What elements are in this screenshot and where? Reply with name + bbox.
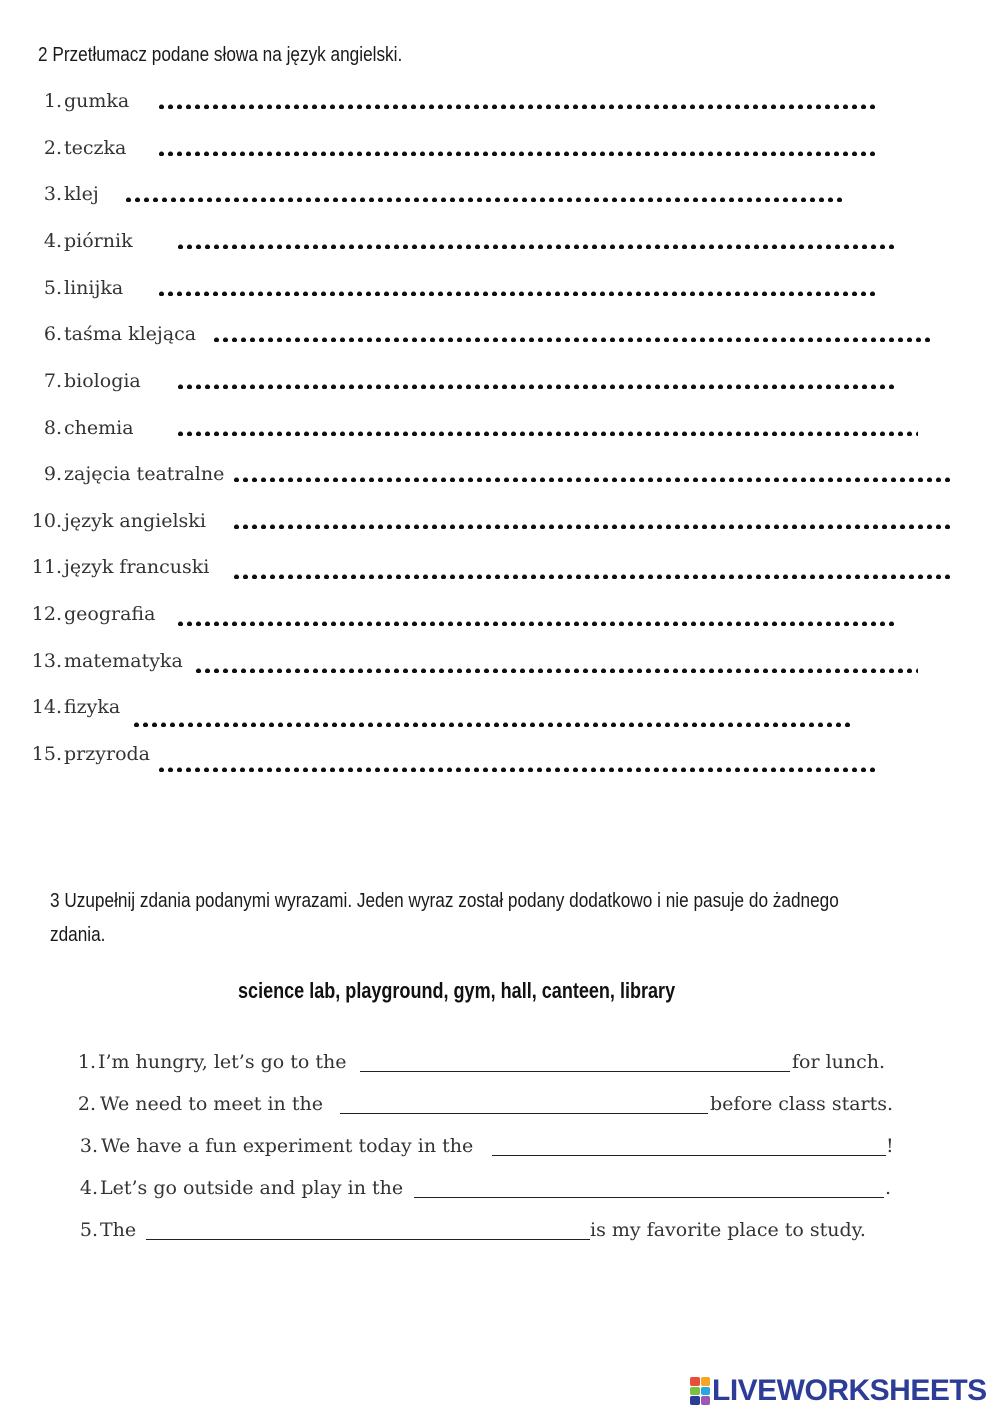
logo-text: LIVEWORKSHEETS [712,1374,987,1407]
word-bank: science lab, playground, gym, hall, canteen, library [238,978,676,1003]
item-word: piórnik [64,230,133,252]
answer-blank[interactable] [360,1051,790,1072]
sentence-number: 5. [79,1219,98,1241]
sentence-item [0,1219,999,1249]
item-word: biologia [64,370,141,392]
item-word: język angielski [64,510,206,532]
item-number: 15. [31,743,62,765]
item-number: 14. [31,696,62,718]
answer-blank[interactable] [146,1219,590,1240]
item-number: 2. [43,137,62,159]
sentence-number: 4. [79,1177,98,1199]
answer-field[interactable] [157,767,879,772]
sentence-item [0,1051,999,1081]
item-number: 7. [43,370,62,392]
item-word: chemia [64,417,134,439]
sentence-start: We have a fun experiment today in the [101,1135,474,1157]
sentence-item [0,1135,999,1165]
answer-field[interactable] [232,477,954,482]
sentence-start: The [100,1219,137,1241]
item-word: gumka [64,90,130,112]
item-word: taśma klejąca [64,323,197,345]
item-word: klej [64,183,99,205]
sentence-number: 3. [79,1135,98,1157]
answer-field[interactable] [176,431,918,436]
answer-field[interactable] [132,722,852,727]
answer-field[interactable] [232,524,954,529]
answer-field[interactable] [176,244,898,249]
sentence-end: . [885,1177,892,1199]
item-word: język francuski [64,556,210,578]
answer-field[interactable] [176,384,898,389]
sentence-end: for lunch. [792,1051,886,1073]
item-number: 13. [31,650,62,672]
item-number: 12. [31,603,62,625]
answer-field[interactable] [194,668,918,673]
liveworksheets-logo [690,1374,987,1408]
answer-blank[interactable] [492,1135,886,1156]
item-word: zajęcia teatralne [64,463,225,485]
item-number: 11. [31,556,62,578]
item-word: teczka [64,137,127,159]
sentence-end: is my favorite place to study. [590,1219,866,1241]
item-number: 5. [43,277,62,299]
item-number: 8. [43,417,62,439]
item-number: 4. [43,230,62,252]
answer-field[interactable] [157,151,879,156]
item-word: fizyka [64,696,121,718]
answer-field[interactable] [176,621,898,626]
sentence-start: I’m hungry, let’s go to the [98,1051,347,1073]
sentence-end: ! [886,1135,894,1157]
answer-field[interactable] [212,337,934,342]
answer-field[interactable] [157,291,879,296]
sentence-start: Let’s go outside and play in the [100,1177,404,1199]
item-number: 1. [43,90,62,112]
item-number: 10. [31,510,62,532]
sentence-item [0,1177,999,1207]
answer-field[interactable] [124,197,846,202]
item-word: geografia [64,603,156,625]
item-word: matematyka [64,650,183,672]
sentence-number: 1. [77,1051,96,1073]
sentence-end: before class starts. [710,1093,894,1115]
exercise-2-title: 2 Przetłumacz podane słowa na język angielski. [38,44,403,66]
exercise-3-title: 3 Uzupełnij zdania podanymi wyrazami. Jeden wyraz został podany dodatkowo i nie pasuje do żadnego zdania. [50,890,839,946]
item-number: 6. [43,323,62,345]
answer-blank[interactable] [414,1177,884,1198]
answer-blank[interactable] [340,1093,708,1114]
item-word: linijka [64,277,124,299]
sentence-item [0,1093,999,1123]
logo-mark-icon [690,1377,710,1405]
answer-field[interactable] [232,574,954,579]
sentence-start: We need to meet in the [100,1093,323,1115]
answer-field[interactable] [157,104,879,109]
sentence-number: 2. [77,1093,96,1115]
item-number: 3. [43,183,62,205]
item-word: przyroda [64,743,151,765]
item-number: 9. [43,463,62,485]
